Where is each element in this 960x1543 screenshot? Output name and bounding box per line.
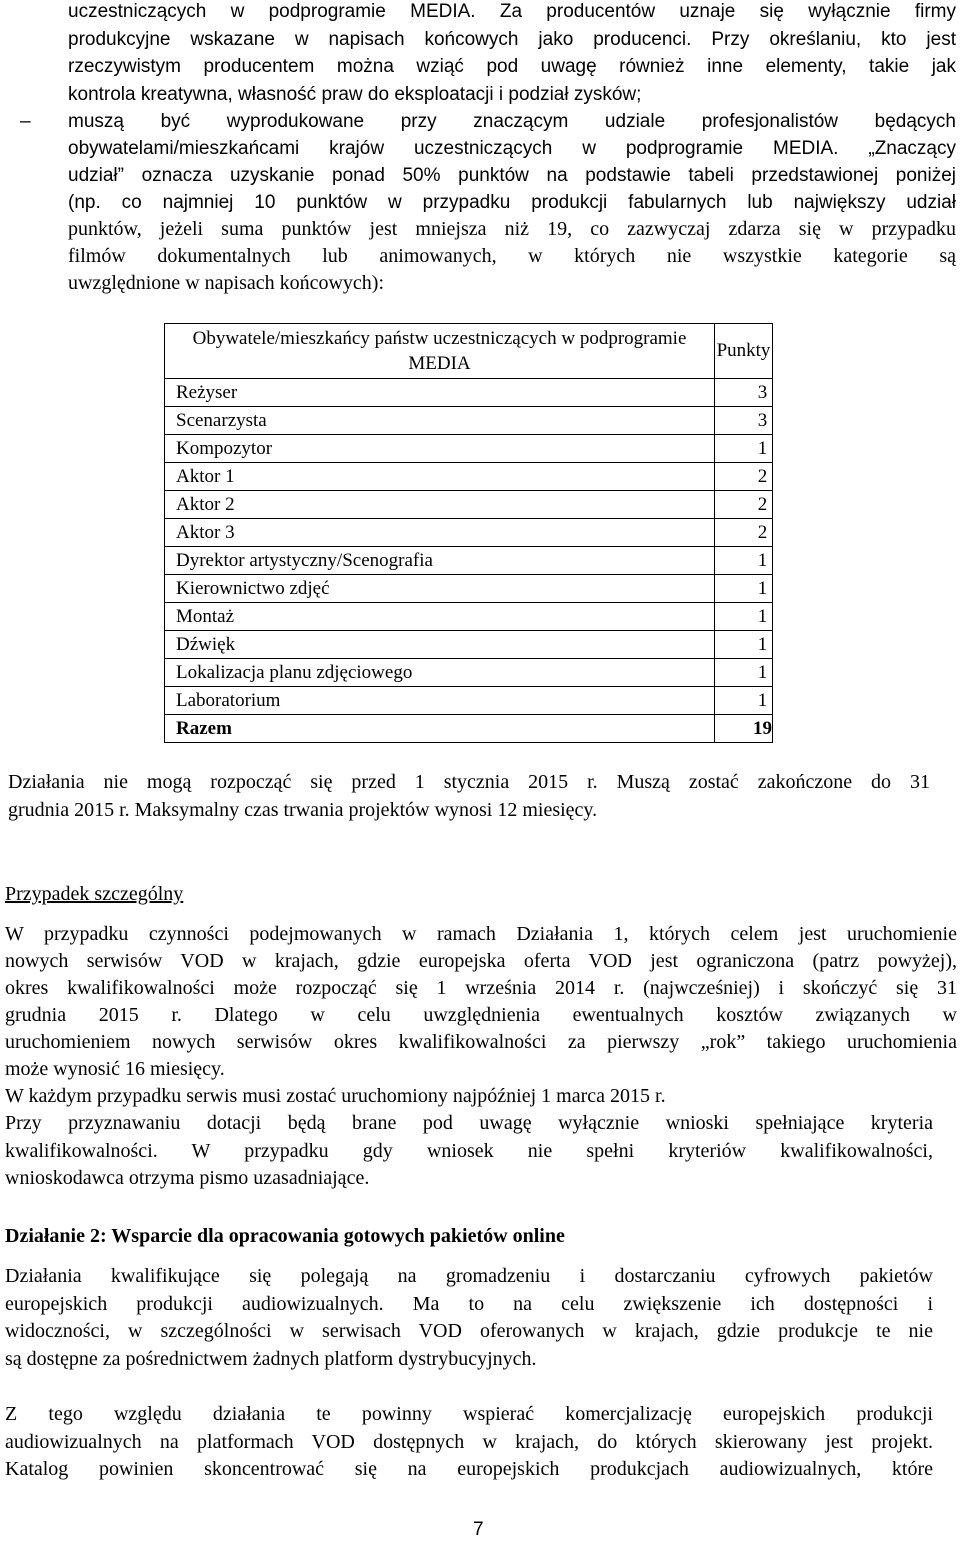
text-line: europejskich produkcji audiowizualnych. Ma to na celu zwiększenie ich dostępności i [5, 1292, 933, 1315]
header-points: Punkty [715, 324, 773, 379]
points-cell: 2 [715, 491, 773, 519]
text-line: nowych serwisów VOD w krajach, gdzie europejska oferta VOD jest ograniczona (patrz powyżej), [5, 950, 957, 972]
points-cell: 1 [715, 435, 773, 463]
text-line: Z tego względu działania te powinny wspierać komercjalizację europejskich produkcji [5, 1403, 933, 1425]
text-line: kwalifikowalności. W przypadku gdy wniosek nie spełni kryteriów kwalifikowalności, [5, 1139, 933, 1162]
table-row [165, 407, 773, 435]
total-points: 19 [715, 715, 773, 743]
table-row [165, 631, 773, 659]
role-cell: Dźwięk [165, 631, 715, 659]
total-label: Razem [165, 715, 715, 743]
launch-deadline-line: W każdym przypadku serwis musi zostać uruchomiony najpóźniej 1 marca 2015 r. [5, 1085, 666, 1107]
action2-paragraph-1 [5, 1263, 933, 1374]
text-line: widoczności, w szczególności w serwisach VOD oferowanych w krajach, gdzie produkcje te nie [5, 1320, 933, 1343]
role-cell: Scenarzysta [165, 407, 715, 435]
text-line: rzeczywistym producentem można wziąć pod uwagę również inne elementy, takie jak [68, 56, 956, 78]
points-cell: 1 [715, 547, 773, 575]
points-cell: 1 [715, 603, 773, 631]
text-line: wnioskodawca otrzyma pismo uzasadniające. [5, 1167, 370, 1190]
text-line: obywatelami/mieszkańcami krajów uczestniczących w podprogramie MEDIA. „Znaczący [68, 138, 956, 159]
text-line: uwzględnione w napisach końcowych): [68, 272, 385, 294]
text-line: grudnia 2015 r. Dlatego w celu uwzględnienia ewentualnych kosztów związanych w [5, 1004, 957, 1026]
role-cell: Laboratorium [165, 687, 715, 715]
text-line: W przypadku czynności podejmowanych w ramach Działania 1, których celem jest uruchomienie [5, 923, 957, 945]
table-header-row [165, 324, 773, 379]
points-cell: 2 [715, 519, 773, 547]
special-case-heading: Przypadek szczególny [5, 883, 184, 905]
text-line: są dostępne za pośrednictwem żadnych platform dystrybucyjnych. [5, 1348, 537, 1371]
header-nationality: Obywatele/mieszkańcy państw uczestniczących w podprogramie MEDIA [165, 324, 715, 379]
points-cell: 1 [715, 659, 773, 687]
text-line: Przy przyznawaniu dotacji będą brane pod uwagę wyłącznie wnioski spełniające kryteria [5, 1112, 933, 1134]
role-cell: Reżyser [165, 379, 715, 407]
points-cell: 1 [715, 687, 773, 715]
table-row [165, 603, 773, 631]
points-cell: 1 [715, 575, 773, 603]
text-line: muszą być wyprodukowane przy znaczącym udziale profesjonalistów będących [68, 111, 956, 132]
role-cell: Aktor 1 [165, 463, 715, 491]
action2-heading: Działanie 2: Wsparcie dla opracowania gotowych pakietów online [5, 1225, 565, 1247]
text-line: udział” oznacza uzyskanie ponad 50% punktów na podstawie tabeli przedstawionej poniżej [68, 165, 956, 186]
table-row [165, 519, 773, 547]
role-cell: Kierownictwo zdjęć [165, 575, 715, 603]
table-row [165, 379, 773, 407]
bullet-dash: – [20, 111, 31, 132]
role-cell: Lokalizacja planu zdjęciowego [165, 659, 715, 687]
text-line: Katalog powinien skoncentrować się na europejskich produkcjach audiowizualnych, które [5, 1458, 933, 1481]
action2-paragraph-2 [5, 1401, 933, 1484]
table-row [165, 575, 773, 603]
bullet-paragraph [68, 108, 956, 297]
table-total-row [165, 715, 773, 743]
text-line: może wynosić 16 miesięcy. [5, 1058, 225, 1080]
role-cell: Aktor 2 [165, 491, 715, 519]
text-line: uruchomieniem nowych serwisów okres kwalifikowalności za pierwszy „rok” takiego uruchomienia [5, 1031, 957, 1053]
points-cell: 2 [715, 463, 773, 491]
text-line: okres kwalifikowalności może rozpocząć się 1 września 2014 r. (najwcześniej) i skończyć się 31 [5, 977, 957, 999]
points-table [164, 323, 773, 743]
intro-paragraph [68, 0, 956, 109]
table-row [165, 491, 773, 519]
role-cell: Dyrektor artystyczny/Scenografia [165, 547, 715, 575]
text-line: (np. co najmniej 10 punktów w przypadku produkcji fabularnych lub największy udział [68, 192, 956, 213]
eligibility-paragraph [5, 1110, 933, 1193]
points-cell: 1 [715, 631, 773, 659]
text-line: Działania kwalifikujące się polegają na gromadzeniu i dostarczaniu cyfrowych pakietów [5, 1265, 933, 1287]
special-case-paragraph [5, 921, 957, 1110]
table-row [165, 463, 773, 491]
text-line: audiowizualnych na platformach VOD dostępnych w krajach, do których skierowany jest projekt. [5, 1430, 933, 1453]
text-line: kontrola kreatywna, własność praw do eksploatacji i podział zysków; [68, 84, 642, 106]
table-row [165, 659, 773, 687]
text-line: filmów dokumentalnych lub animowanych, w których nie wszystkie kategorie są [68, 245, 956, 267]
page-number: 7 [473, 1519, 484, 1540]
role-cell: Aktor 3 [165, 519, 715, 547]
table-row [165, 547, 773, 575]
points-cell: 3 [715, 379, 773, 407]
points-cell: 3 [715, 407, 773, 435]
text-line: uczestniczących w podprogramie MEDIA. Za producentów uznaje się wyłącznie firmy [68, 1, 956, 22]
text-line: Działania nie mogą rozpocząć się przed 1 stycznia 2015 r. Muszą zostać zakończone do 31 [8, 771, 930, 793]
role-cell: Kompozytor [165, 435, 715, 463]
dates-paragraph [8, 769, 930, 824]
text-line: grudnia 2015 r. Maksymalny czas trwania projektów wynosi 12 miesięcy. [8, 798, 598, 821]
role-cell: Montaż [165, 603, 715, 631]
text-line: punktów, jeżeli suma punktów jest mniejsza niż 19, co zazwyczaj zdarza się w przypadku [68, 218, 956, 240]
table-row [165, 435, 773, 463]
text-line: produkcyjne wskazane w napisach końcowych jako producenci. Przy określaniu, kto jest [68, 28, 956, 50]
table-row [165, 687, 773, 715]
